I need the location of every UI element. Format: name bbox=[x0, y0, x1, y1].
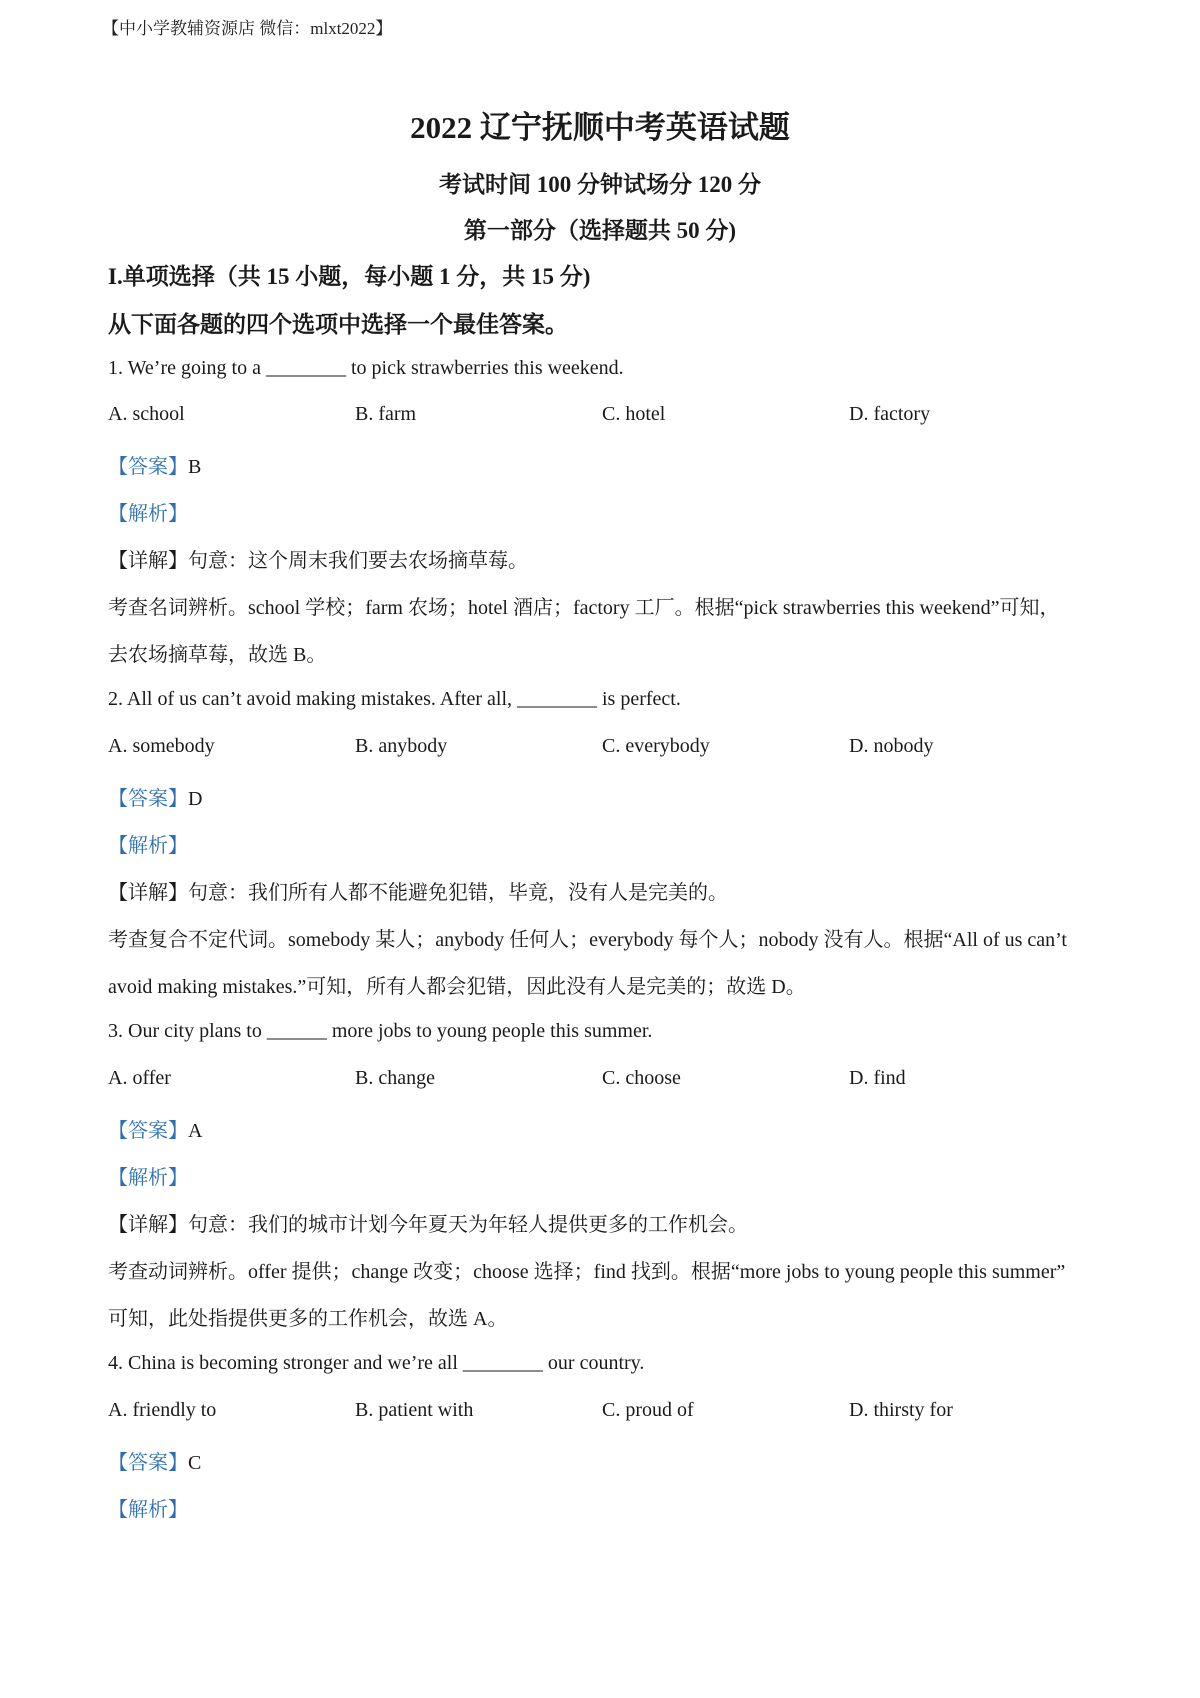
explain-line: 考查名词辨析。school 学校；farm 农场；hotel 酒店；factory 工厂。根据“pick strawberries this weekend”可知， bbox=[108, 597, 1060, 619]
detail-tag: 【详解】 bbox=[108, 882, 188, 904]
question-stem: 1. We’re going to a ________ to pick strawberries this weekend. bbox=[108, 357, 624, 379]
option: C. proud of bbox=[602, 1399, 694, 1421]
answer-line bbox=[108, 450, 201, 479]
analysis-tag: 【解析】 bbox=[108, 835, 188, 857]
explain-line: 去农场摘草莓，故选 B。 bbox=[108, 644, 327, 666]
answer-line bbox=[108, 1114, 202, 1143]
option: D. nobody bbox=[849, 735, 934, 757]
analysis-tag: 【解析】 bbox=[108, 1167, 188, 1189]
option: B. patient with bbox=[355, 1399, 474, 1421]
answer-tag: 【答案】 bbox=[108, 788, 188, 810]
explain-line: 可知，此处指提供更多的工作机会，故选 A。 bbox=[108, 1308, 508, 1330]
analysis-tag: 【解析】 bbox=[108, 1499, 188, 1521]
option: C. everybody bbox=[602, 735, 710, 757]
option: D. thirsty for bbox=[849, 1399, 953, 1421]
part-heading: 第一部分（选择题共 50 分) bbox=[463, 218, 737, 243]
exam-info: 考试时间 100 分钟试场分 120 分 bbox=[439, 172, 761, 197]
detail-text: 句意：这个周末我们要去农场摘草莓。 bbox=[188, 550, 528, 572]
instruction: 从下面各题的四个选项中选择一个最佳答案。 bbox=[108, 312, 568, 337]
option: A. somebody bbox=[108, 735, 215, 757]
question-stem: 2. All of us can’t avoid making mistakes. After all, ________ is perfect. bbox=[108, 688, 681, 710]
section-heading: I.单项选择（共 15 小题，每小题 1 分，共 15 分) bbox=[108, 264, 591, 289]
answer-tag: 【答案】 bbox=[108, 1452, 188, 1474]
answer-value: B bbox=[188, 456, 202, 478]
option: A. school bbox=[108, 403, 185, 425]
option: A. friendly to bbox=[108, 1399, 217, 1421]
answer-value: C bbox=[188, 1452, 202, 1474]
explain-line: 考查复合不定代词。somebody 某人；anybody 任何人；everybody 每个人；nobody 没有人。根据“All of us can’t bbox=[108, 929, 1067, 951]
explain-line: avoid making mistakes.”可知，所有人都会犯错，因此没有人是完美的；故选 D。 bbox=[108, 976, 806, 998]
answer-line bbox=[108, 1446, 201, 1475]
detail-text: 句意：我们所有人都不能避免犯错，毕竟，没有人是完美的。 bbox=[188, 882, 728, 904]
detail-tag: 【详解】 bbox=[108, 1214, 188, 1236]
analysis-tag: 【解析】 bbox=[108, 503, 188, 525]
detail-text: 句意：我们的城市计划今年夏天为年轻人提供更多的工作机会。 bbox=[188, 1214, 748, 1236]
option: C. choose bbox=[602, 1067, 681, 1089]
watermark: 【中小学教辅资源店 微信：mlxt2022】 bbox=[102, 19, 393, 38]
answer-value: A bbox=[188, 1120, 203, 1142]
question-stem: 4. China is becoming stronger and we’re all ________ our country. bbox=[108, 1352, 645, 1374]
answer-tag: 【答案】 bbox=[108, 1120, 188, 1142]
option: B. change bbox=[355, 1067, 435, 1089]
answer-line bbox=[108, 782, 202, 811]
option: D. find bbox=[849, 1067, 906, 1089]
option: B. farm bbox=[355, 403, 417, 425]
explain-line: 考查动词辨析。offer 提供；change 改变；choose 选择；find 找到。根据“more jobs to young people this summer” bbox=[108, 1261, 1066, 1283]
option: D. factory bbox=[849, 403, 931, 425]
answer-tag: 【答案】 bbox=[108, 456, 188, 478]
option: B. anybody bbox=[355, 735, 448, 757]
detail-line bbox=[108, 876, 728, 905]
page-title: 2022 辽宁抚顺中考英语试题 bbox=[410, 110, 790, 145]
option: C. hotel bbox=[602, 403, 666, 425]
detail-line bbox=[108, 1208, 748, 1237]
option: A. offer bbox=[108, 1067, 171, 1089]
detail-tag: 【详解】 bbox=[108, 550, 188, 572]
answer-value: D bbox=[188, 788, 203, 810]
question-stem: 3. Our city plans to ______ more jobs to young people this summer. bbox=[108, 1020, 653, 1042]
detail-line bbox=[108, 544, 528, 573]
